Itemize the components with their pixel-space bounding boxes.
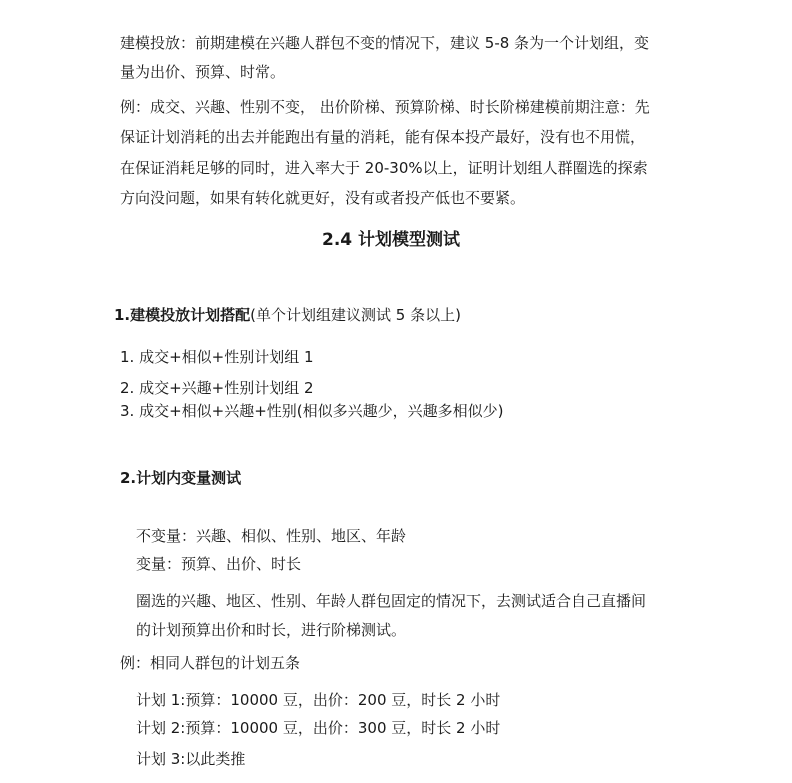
- paragraph-2-line-2: 保证计划消耗的出去并能跑出有量的消耗，能有保本投产最好，没有也不用慌，: [120, 128, 646, 146]
- example-line: 例：相同人群包的计划五条: [120, 654, 301, 672]
- paragraph-2-line-1: 例：成交、兴趣、性别不变， 出价阶梯、预算阶梯、时长阶梯建模前期注意：先: [120, 98, 650, 116]
- paragraph-1-line-2: 量为出价、预算、时常。: [120, 63, 286, 81]
- plan-line: 计划 2:预算：10000 豆，出价：300 豆，时长 2 小时: [136, 719, 501, 737]
- paragraph-1-line-1: 建模投放：前期建模在兴趣人群包不变的情况下，建议 5-8 条为一个计划组，变: [120, 34, 650, 52]
- variables-line: 变量：预算、出价、时长: [136, 555, 302, 573]
- list-item: 3. 成交+相似+兴趣+性别(相似多兴趣少，兴趣多相似少): [120, 402, 504, 420]
- subsection-1-title-note: (单个计划组建议测试 5 条以上): [250, 306, 461, 324]
- paragraph-2-line-4: 方向没问题，如果有转化就更好，没有或者投产低也不要紧。: [120, 189, 526, 207]
- subsection-1-title-bold: 1.建模投放计划搭配: [114, 306, 251, 324]
- plan-line: 计划 1:预算：10000 豆，出价：200 豆，时长 2 小时: [136, 691, 501, 709]
- section-heading: 2.4 计划模型测试: [322, 230, 461, 250]
- plan-line: 计划 3:以此类推: [136, 750, 246, 768]
- description-line-1: 圈选的兴趣、地区、性别、年龄人群包固定的情况下，去测试适合自己直播间: [136, 592, 647, 610]
- subsection-1-title: [114, 304, 461, 326]
- list-item: 1. 成交+相似+性别计划组 1: [120, 348, 314, 366]
- list-item: 2. 成交+兴趣+性别计划组 2: [120, 379, 314, 397]
- description-line-2: 的计划预算出价和时长，进行阶梯测试。: [136, 621, 407, 639]
- paragraph-2-line-3: 在保证消耗足够的同时，进入率大于 20-30%以上，证明计划组人群圈选的探索: [120, 159, 648, 177]
- constants-line: 不变量：兴趣、相似、性别、地区、年龄: [136, 527, 407, 545]
- subsection-2-title: 2.计划内变量测试: [120, 469, 242, 487]
